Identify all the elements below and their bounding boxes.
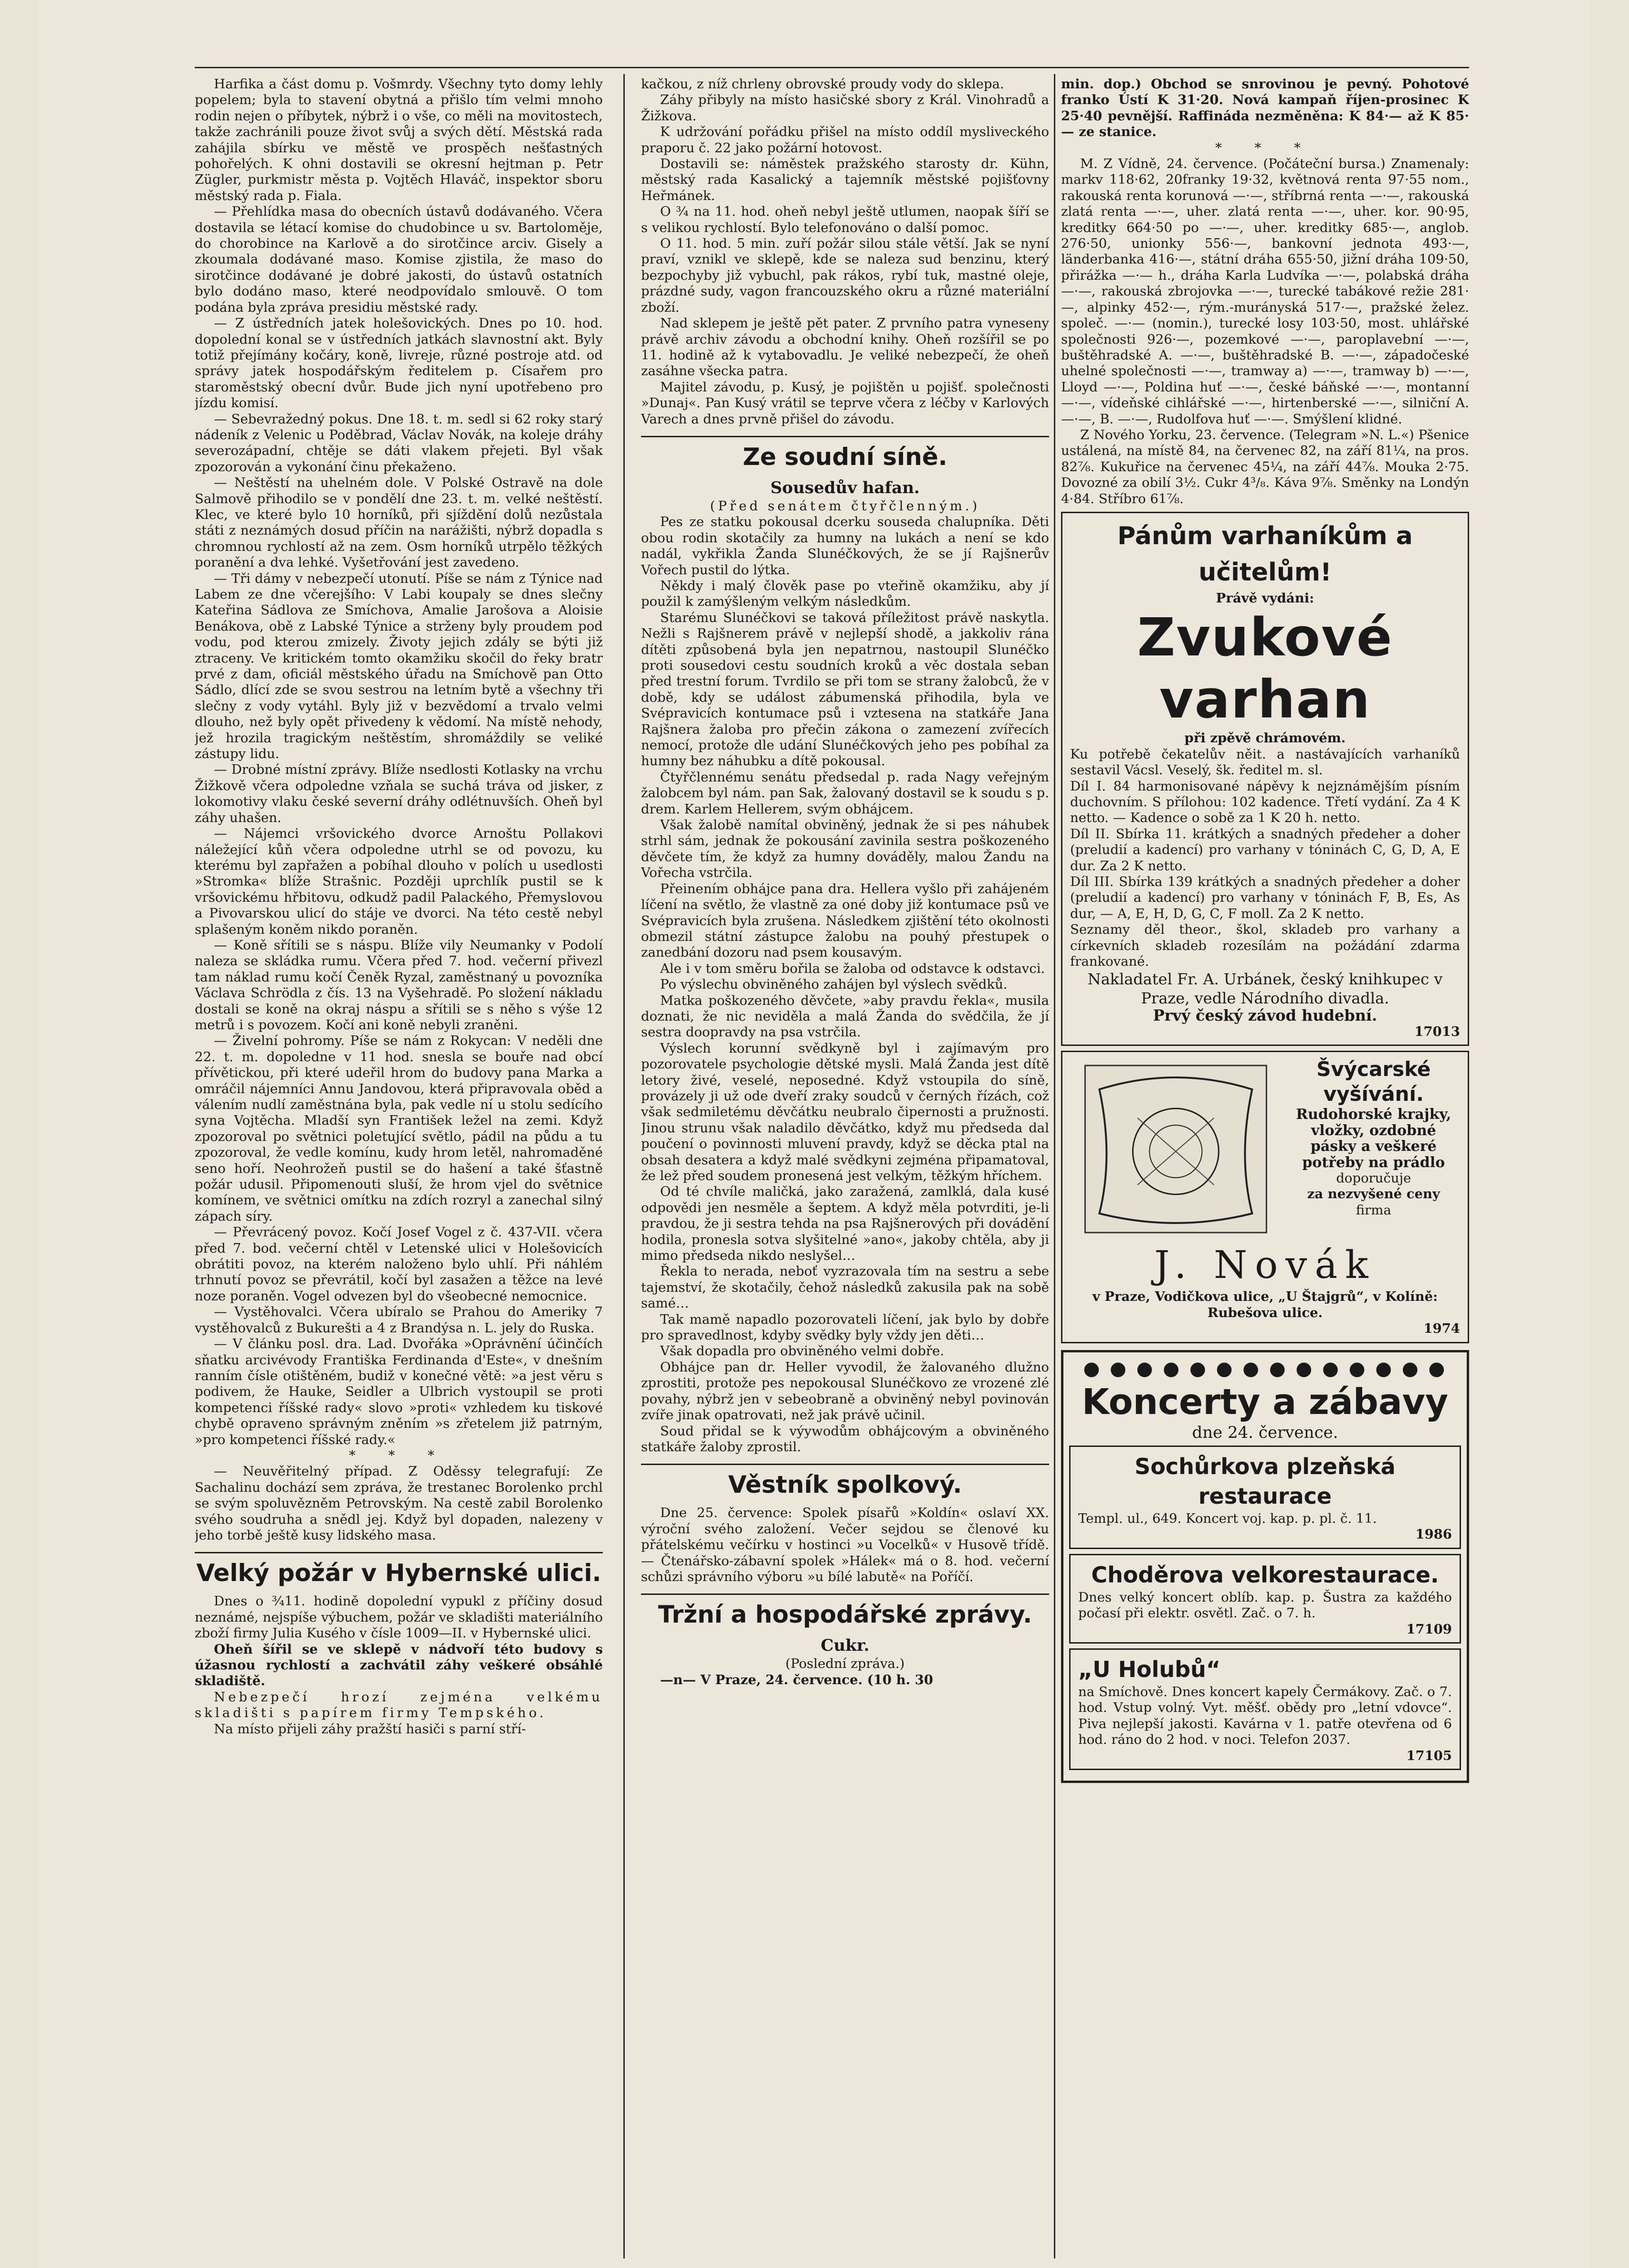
news-paragraph: — Sebevražedný pokus. Dne 18. t. m. sedl si 62 roky starý nádeník z Velenic u Poděbrad, Václav Novák, na koleje dráhy severozápadní, chtěje se dáti vlakem přejeti. Byl však zpozorován a vykonání činu překaženo. [195, 411, 603, 475]
column-2 [641, 76, 1049, 2258]
market-line: —n— V Praze, 24. července. (10 h. 30 [660, 1672, 933, 1688]
concert-item [1069, 1445, 1461, 1549]
ad-publisher: Nakladatel Fr. A. Urbánek, český knihkupec v Praze, vedle Národního divadla. [1087, 970, 1443, 1008]
court-paragraph: Čtyřčlennému senátu předsedal p. rada Nagy veřejným žalobcem byl nám. pan Sak, žalovaný dostavil se k soudu s p. drem. Karlem Hellerem, svým obhájcem. [641, 769, 1049, 817]
fire-paragraph: Dostavili se: náměstek pražského starosty dr. Kühn, městský rada Kasalický a tajemník městské pojišťovny Heřmánek. [641, 156, 1049, 203]
ad-store: Prvý český závod hudební. [1153, 1006, 1377, 1025]
fire-paragraph: Na místo přijeli záhy pražští hasiči s parní stří- [214, 1721, 526, 1737]
court-paragraph: Výslech korunní svědkyně byl i zajímavým pro pozorovatele psychologie dětské mysli. Malá Žanda jest dítě letory živé, veselé, neposedné. Když vstoupila do síně, provázely ji už ode dveří zraky soudců v černých řízách, což však sedmiletému děvčátku neubralo čipernosti a pružnosti. Jinou strunu však naladilo děvčátko, když mu předseda dal poučení o povinnosti mluvení pravdy, když se děcka ptal na obsah desatera a když malé svědkyni zejména připamatoval, že lež před soudem pronesená jest velkým, těžkým hříchem. [641, 1040, 1049, 1183]
fire-headline: Velký požár v Hybernské ulici. [195, 1552, 603, 1590]
column-3 [1061, 76, 1469, 2258]
court-paragraph: Starému Slunéčkovi se taková příležitost právě naskytla. Nežli s Rajšnerem právě v nejlepší shodě, a jakkoliv rána dítěti způsobená byla jen nepatrnou, nastoupil Slunéčko proti sousedovi cestu soudních kroků a věc dostala seban před trestní forum. Tvrdilo se při tom se strany žalobců, že v době, kdy se událost zábumenská přihodila, byla ve Svépravicích kontumace psů i vztesena na statkáře Jana Rajšnera žaloba pro přečin zákona o zamezení zvířecích nemocí, protože dle udání Slunéčkových jeho pes pobíhal za humny bez náhubku a dítě pokousal. [641, 610, 1049, 769]
section-stars: * * * [349, 1447, 449, 1463]
fire-paragraph: Nebezpečí hrozí zejména velkému skladišti s papírem firmy Tempského. [195, 1689, 603, 1721]
ad-book-title: Zvukové varhan [1137, 607, 1393, 730]
ad-catalog: Seznamy děl theor., škol, skladeb pro varhany a církevních skladeb rozesílám na požádání zdarma frankované. [1070, 922, 1460, 970]
court-paragraph: Tak mamě napadlo pozorovateli líčení, jak bylo by dobře pro spravedlnost, kdyby svědky byly vždy jen děti… [641, 1311, 1049, 1343]
news-paragraph: — Převrácený povoz. Kočí Josef Vogel z č. 437-VII. včera před 7. bod. večerní chtěl v Letenské ulici v Holešovicích obrátiti povoz, na kterém naloženo bylo uhlí. Při náhlém trhnutí povoz se převrátil, kočí byl zasažen a těžce na levé noze poraněn. Vogel odvezen byl do všeobecné nemocnice. [195, 1224, 603, 1304]
court-senate: (Před senátem čtyřčlenným.) [710, 498, 980, 514]
court-paragraph: Řekla to nerada, neboť vyzrazovala tím na sestru a sebe tajemství, že skotačily, čehož následků zakusila pak na sobě samé… [641, 1264, 1049, 1311]
exchange-paragraph: M. Z Vídně, 24. července. (Počáteční bursa.) Znamenaly: markv 118·62, 20franky 19·32, květnová renta 97·55 nom., rakouská renta korunová —·—, stříbrná renta —·—, rakouská zlatá renta —·—, uher. zlatá renta —·—, uher. kor. 90·95, kreditky 664·50 po —·—, uher. kreditky 685·—, anglob. 276·50, unionky 556·—, bankovní jednota 493·—, länderbanka 416·—, státní dráha 655·50, jižní dráha 109·50, přirážka —·— h., dráha Karla Ludvíka —·—, polabská dráha —·—, rakouská zbrojovka —·—, turecké tabákové režie 281·—, alpinky 452·—, rým.-murányská 517·—, pražské želez. společ. —·— (nomin.), turecké losy 103·50, most. uhlářské společnosti 926·—, pozemkové —·—, paroplavební —·—, buštěhradské A. —·—, buštěhradské B. —·—, západočeské uhelné společnosti —·—, tramway a) —·—, tramway b) —·—, Lloyd —·—, Poldina huť —·—, české báňské —·—, montanní —·—, vídeňské cihlářské —·—, hirtenberské —·—, silniční A. —·—, B. —·—, Rudolfova huť —·—. Smýšlení klidné. [1061, 156, 1469, 427]
ad-recommend: doporučuje [1336, 1170, 1411, 1186]
news-paragraph: — Z ústředních jatek holešovických. Dnes po 10. hod. dopolední konal se v ústředních jatkách slavnostní akt. Byly totiž přejímány kočáry, koně, livreje, různé postroje atd. od správy jatek hospodářským ředitelem p. Císařem pro staroměstský obecní dvůr. Bude jich nyní upotřebeno pro jízdu komisí. [195, 316, 603, 411]
venue-number: 17105 [1406, 1748, 1452, 1763]
fire-paragraph: K udržování pořádku přišel na místo oddíl mysliveckého praporu č. 22 jako požární hotovost. [641, 124, 1049, 156]
news-paragraph: — Živelní pohromy. Píše se nám z Rokycan: V neděli dne 22. t. m. dopoledne v 11 hod. snesla se bouře nad obcí přívětickou, při které udeřil hrom do budovy pana Marka a omráčil nájemníci Annu Jandovou, která připravovala oběd a válením nudlí zaměstnána byla, pak vedle ní u stolu sedícího syna Vojtěcha. Mladší syn František ležel na zemi. Když zpozoroval po světnici poletující světlo, pádil na půdu a tu zpozoroval, že vedle komínu, kudy hrom letěl, nahromaděné seno hoří. Neohrožeň pustil se do hašení a také šťastně požár udusil. Připomenouti sluší, že hrom vjel do světnice komínem, ve světnici omítku na zdích rozryl a zanechal silný zápach síry. [195, 1033, 603, 1224]
venue-text: na Smíchově. Dnes koncert kapely Čermákovy. Zač. o 7. hod. Vstup volný. Vyt. měšť. obědy pro „letní vdovce“. Piva nejlepší jakosti. Kavárna v 1. patře otevřena od 6 hod. ráno do 2 hod. v noci. Telefon 2037. [1078, 1684, 1452, 1748]
fire-paragraph: Nad sklepem je ještě pět pater. Z prvního patra vyneseny právě archiv závodu a obchodní knihy. Oheň rozšířil se po 11. hodině až k vytabovadlu. Je veliké nebezpečí, že oheň zasáhne všecka patra. [641, 316, 1049, 379]
header-rule [195, 67, 1469, 68]
exchange-paragraph: Z Nového Yorku, 23. července. (Telegram »N. L.«) Pšenice ustálená, na místě 84, na červenec 82, na září 81¼, na pros. 82⅞. Kukuřice na červenec 45¼, na září 44⅞. Mouka 2·75. Dovozné za obilí 3½. Cukr 4³/₈. Káva 9⅞. Směnky na Londýn 4·84. Stříbro 61⅞. [1061, 427, 1469, 506]
ad-number: 1974 [1423, 1321, 1460, 1337]
court-paragraph: Ale i v tom směru bořila se žaloba od odstavce k odstavci. [660, 960, 1045, 976]
fire-paragraph: Oheň šířil se ve sklepě v nádvoří této budovy s úžasnou rychlostí a zachvátil záhy veškeré obsáhlé skladiště. [195, 1641, 603, 1689]
embroidery-advertisement [1061, 1051, 1469, 1343]
venue-name: Choděrova velkorestaurace. [1091, 1561, 1439, 1588]
ad-title: Pánům varhaníkům a učitelům! [1117, 521, 1413, 587]
fire-paragraph: Dnes o ¾11. hodině dopolední vypukl z příčiny dosud neznámé, nejspíše výbuchem, požár ve skladišti materiálního zboží firmy Julia Kusého v čísle 1009—II. v Hybernské ulici. [195, 1593, 603, 1641]
venue-number: 1986 [1415, 1527, 1452, 1542]
news-paragraph: — Koně sřítili se s náspu. Blíže vily Neumanky v Podolí naleza se skládka rumu. Včera před 7. hod. večerní přivezl tam náklad rumu kočí Čeněk Ryzal, zaměstnaný u povozníka Václava Schrödla z čís. 13 na Vyšehradě. Po složení nákladu dostali se koně na okraj náspu a sřítili se s něho s výše 12 metrů i s povozem. Kočí ani koně nebyli zraněni. [195, 937, 603, 1033]
ad-number: 17013 [1414, 1023, 1460, 1039]
fire-paragraph: O ¾ na 11. hod. oheň nebyl ještě utlumen, naopak šíří se s velikou rychlostí. Bylo telefonováno o další pomoc. [641, 204, 1049, 235]
section-stars: * * * [1215, 140, 1315, 156]
fire-paragraph: Majitel závodu, p. Kusý, je pojištěn u pojišť. společnosti »Dunaj«. Pan Kusý vrátil se teprve včera z léčby v Karlových Varech a dnes prvně přišel do závodu. [641, 379, 1049, 427]
ad-cheap: za nezvyšené ceny [1307, 1186, 1440, 1202]
court-paragraph: Pes ze statku pokousal dcerku souseda chalupníka. Děti obou rodin skotačily za humny na lukách a není se kdo nadál, vykřikla Žanda Slunéčkových, že se jí Rajšnerův Vořech pustil do lýtka. [641, 514, 1049, 578]
court-paragraph: Však žalobě namítal obviněný, jednak že si pes náhubek strhl sám, jednak že pokousání zavinila sestra poškozeného děvčete tím, že když za humny dováděly, malou Žandu na Vořecha vstrčila. [641, 817, 1049, 881]
market-headline: Tržní a hospodářské zprávy. [641, 1593, 1049, 1631]
court-headline: Ze soudní síně. [641, 436, 1049, 474]
court-paragraph: Od té chvíle maličká, jako zaražená, zamlklá, dala kusé odpovědi jen nesměle a šeptem. A když měla potvrditi, je-li pravdou, že ji sestra tehda na psa Rajšnerových při dovádění hodila, pronesla sotva slyšitelné »ano«, jakoby chtěla, aby ji mimo předseda nikdo neslyšel… [641, 1184, 1049, 1264]
ad-firm-name: J. Novák [1154, 1243, 1376, 1287]
ad-firm: firma [1356, 1202, 1391, 1218]
news-paragraph: — Tři dámy v nebezpečí utonutí. Píše se nám z Týnice nad Labem ze dne včerejšího: V Labi koupaly se dnes slečny Kateřina Sádlova ze Smíchova, Amalie Jarošova a Aloisie Benákova, obě z Labské Týnice a strženy byly proudem pod vodu, pod kterou zmizely. Životy jejich zdály se býti již ztraceny. Ve kritickém tomto okamžiku skočil do řeky bratr prvé z dam, oficiál městského úřadu na Smíchově pan Otto Sádlo, dlící zde se svou sestrou na letním bytě a všechny tři slečny z vody vytáhl. Byly již v bezvědomí a trvalo velmi dlouho, než byly opět přivedeny k vědomí. Na místě nehody, jež hrozila tragickým neštěstím, shromáždily se veliké zástupy lidu. [195, 570, 603, 762]
court-paragraph: Po výslechu obviněného zahájen byl výslech svědků. [660, 977, 1008, 992]
court-paragraph: Soud přidal se k výywodům obhájcovým a obviněného statkáře žaloby zprostil. [641, 1423, 1049, 1455]
market-subheadline: Cukr. [820, 1636, 870, 1656]
market-paragraph: min. dop.) Obchod se snrovinou je pevný. Pohotové franko Ústí K 31·20. Nová kampaň říjen-prosinec K 25·40 pevnější. Raffináda nezměněna: K 84·— až K 85·— ze stanice. [1061, 76, 1469, 140]
ad-part: Díl III. Sbírka 139 krátkých a snadných předeher a doher (preludií a kadencí) pro varhany v tóninách F, B, Es, As dur, — A, E, H, D, G, C, F moll. Za 2 K netto. [1070, 874, 1460, 921]
news-paragraph: — V článku posl. dra. Lad. Dvořáka »Oprávnění účinčích sňatku arcivévody Františka Ferdinanda d'Este«, v dnešním ranním čísle otištěném, budiž v konečné větě: »a jest věru s podivem, že Hauke, Seidler a Ulbrich vystoupil se proti kompetenci říšské rady« slovo »proti« vzhledem ku tiskové chybě opraveno správným zněním »s zřetelem již patrným, »pro kompetenci říšské rady.« [195, 1336, 603, 1447]
news-paragraph: — Drobné místní zprávy. Blíže nsedlosti Kotlasky na vrchu Žižkově včera odpoledne vzňala se suchá tráva od jisker, z lokomotivy vlaku české severní dráhy odlétnuvších. Oheň byl záhy uhašen. [195, 762, 603, 825]
embroidery-illustration [1070, 1061, 1282, 1237]
column-1 [195, 76, 603, 2258]
ad-part: Díl II. Sbírka 11. krátkých a snadných předeher a doher (preludií a kadencí) pro varhany v tóninách C, G, D, A, E dur. Za 2 K netto. [1070, 826, 1460, 874]
ad-just-published: Právě vydáni: [1216, 590, 1314, 606]
court-paragraph: Matka poškozeného děvčete, »aby pravdu řekla«, musila doznati, že nic neviděla a malá Žanda do svědčila, že jí sestra doopravdy na psa vstrčila. [641, 992, 1049, 1040]
ad-body: Rudohorské krajky, vložky, ozdobné pásky a veškeré potřeby na prádlo [1296, 1106, 1451, 1171]
news-paragraph: — Vystěhovalci. Včera ubíralo se Prahou do Ameriky 7 vystěhovalců z Bukurešti a 4 z Brandýsa n. L. jely do Ruska. [195, 1304, 603, 1336]
concerts-date: dne 24. července. [1192, 1423, 1338, 1442]
ad-part: Díl I. 84 harmonisované nápěvy k nejznámějším písním duchovním. S přílohou: 102 kadence. Třetí vydání. Za 4 K netto. — Kadence o sobě za 1 K 20 h. netto. [1070, 778, 1460, 826]
newspaper-page [37, 0, 1591, 2268]
ad-address: v Praze, Vodičkova ulice, „U Štajgrů“, v Kolíně: Rubešova ulice. [1092, 1289, 1438, 1320]
market-note: (Poslední zpráva.) [785, 1656, 905, 1672]
concerts-title: Koncerty a zábavy [1082, 1381, 1449, 1423]
court-subheadline: Sousedův hafan. [770, 478, 920, 497]
news-paragraph: — Přehlídka masa do obecních ústavů dodávaného. Včera dostavila se létací komise do chudobince u sv. Bartoloměje, do chorobince na Karlově a do sirotčince arciv. Gisely a zkoumala dodávané maso. Komise zjistila, že maso do sirotčince dodávané je dobré jakosti, do ústavů ostatních bylo dodáno maso, které neodpovídalo smlouvě. O tom podána byla zpráva presidiu městské rady. [195, 204, 603, 315]
associations-headline: Věstník spolkový. [641, 1464, 1049, 1501]
court-paragraph: Někdy i malý člověk pase po vteřině okamžiku, aby jí použil k zamýšleným velkým následkům. [641, 578, 1049, 610]
news-paragraph: — Neštěstí na uhelném dole. V Polské Ostravě na dole Salmově přihodilo se v pondělí dne 23. t. m. velké neštěstí. Klec, ve které bylo 10 horníků, při sjíždění dolů nezůstala státi z neznámých dosud příčin na narážišti, nýbrž dopadla s chromnou rychlostí až na zem. Osm horníků utrpělo těžkých poranění a dva lehké. Vyšetřování jest zavedeno. [195, 475, 603, 570]
concert-item [1069, 1648, 1461, 1770]
venue-text: Templ. ul., 649. Koncert voj. kap. p. pl. č. 11. [1078, 1510, 1377, 1526]
court-paragraph: Obhájce pan dr. Heller vyvodil, že žalovaného dlužno zprostiti, protože pes nepokousal Slunéčkovo ze vrozené zlé povahy, nýbrž jen v sebeobraně a obviněný nebyl povinován zvíře jinak opatrovati, než jak právě učinil. [641, 1359, 1049, 1423]
concert-item [1069, 1554, 1461, 1644]
fire-paragraph: Záhy přibyly na místo hasičské sbory z Král. Vinohradů a Žižkova. [641, 92, 1049, 124]
ad-intro: Ku potřebě čekatelův něit. a nastávajících varhaníků sestavil Vácsl. Veselý, šk. ředitel m. sl. [1070, 746, 1460, 778]
news-paragraph: Harfika a část domu p. Vošmrdy. Všechny tyto domy lehly popelem; byla to stavení obytná a přišlo tím velmi mnoho rodin nejen o příbytek, nýbrž i o vše, co měli na movitostech, takže zachránili pouze život svůj a svých dětí. Městská rada zahájila sbírku ve městě ve prospěch nešťastných pohořelých. K ohni dostavili se okresní hejtman p. Petr Zügler, purkmistr města p. Vojtěch Hlaváč, inspektor sboru městský rada p. Fiala. [195, 76, 603, 203]
column-rule [623, 74, 625, 2258]
organ-advertisement [1061, 512, 1469, 1046]
decorative-border: ● ● ● ● ● ● ● ● ● ● ● ● ● ● [1083, 1357, 1447, 1380]
news-paragraph: — Neuvěřitelný případ. Z Oděssy telegrafují: Ze Sachalinu dochází sem zpráva, že trestanec Borolenko prchl se svým spoluvězněm Petrovským. Na cestě zabil Borolenko svého soudruha a snědl jej. Když byl dopaden, nalezeny v jeho torbě ještě kusy lidského masa. [195, 1464, 603, 1543]
ad-book-subtitle: při zpěvě chrámovém. [1184, 730, 1346, 746]
venue-number: 17109 [1406, 1621, 1452, 1637]
concerts-box [1061, 1350, 1469, 1783]
fire-paragraph: kačkou, z níž chrleny obrovské proudy vody do sklepa. [641, 76, 1004, 92]
ad-title: Švýcarské vyšívání. [1316, 1057, 1431, 1106]
venue-name: „U Holubů“ [1078, 1656, 1221, 1682]
court-paragraph: Přeinením obhájce pana dra. Hellera vyšlo při zahájeném líčení na světlo, že vlastně za oné doby již kontumace psů ve Svépravicích byla zrušena. Následkem zjištění této okolnosti obmezil státní zástupce žalobu na pouhý přestupek o zanedbání dozoru nad psem kousavým. [641, 881, 1049, 960]
fire-paragraph: O 11. hod. 5 min. zuří požár silou stále větší. Jak se nyní praví, vznikl ve sklepě, kde se naleza sud benzinu, který bezpochyby již vybuchl, pak rákos, rybí tuk, mastné oleje, prázdné sudy, vagon francouzského okru a různé materiální zboží. [641, 236, 1049, 315]
associations-paragraph: Dne 25. července: Spolek písařů »Koldín« oslaví XX. výroční svého založení. Večer sejdou se členové ku přátelskému večírku v hostinci »u Vocelků« v Husově třídě. — Čtenářsko-zábavní spolek »Hálek« má o 8. hod. večerní schůzi správního výboru »u bílé labutě« na Poříčí. [641, 1505, 1049, 1584]
court-paragraph: Však dopadla pro obviněného velmi dobře. [660, 1343, 945, 1359]
venue-name: Sochůrkova plzeňská restaurace [1135, 1453, 1396, 1509]
column-rule [1054, 74, 1055, 2258]
news-paragraph: — Nájemci vršovického dvorce Arnoštu Pollakovi náležející kůň včera odpoledne utrhl se od povozu, ku kterému byl zapřažen a pobíhal dlouho v polích u usedlosti »Stromka« blíže Strašnic. Později uprchlík pustil se k vršovickému hřbitovu, odkudž padil Palackého, Přemyslovou a Pivovarskou ulicí do stáje ve dvorci. Na této cestě nebyl splašeným koněm nikdo poraněn. [195, 826, 603, 937]
venue-text: Dnes velký koncert oblíb. kap. p. Šustra za každého počasí při elektr. osvětl. Zač. o 7. h. [1078, 1589, 1452, 1621]
